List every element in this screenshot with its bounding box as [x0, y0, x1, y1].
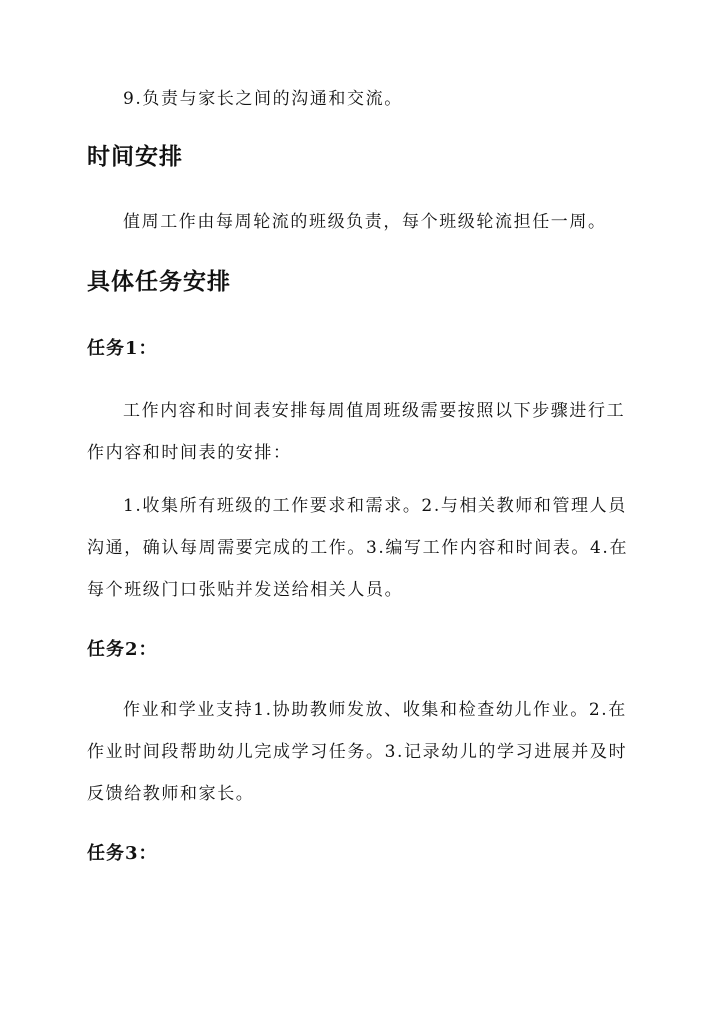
tasks-heading: 具体任务安排 [87, 268, 231, 295]
task2-heading: 任务2： [87, 639, 158, 660]
task3-heading: 任务3： [87, 843, 158, 864]
item-9-text: 9.负责与家长之间的沟通和交流。 [123, 89, 403, 109]
task1-steps: 1.收集所有班级的工作要求和需求。2.与相关教师和管理人员沟通，确认每周需要完成的工作。3.编写工作内容和时间表。4.在每个班级门口张贴并发送给相关人员。 [87, 496, 629, 600]
schedule-heading: 时间安排 [87, 143, 183, 170]
task1-heading: 任务1： [87, 338, 158, 359]
task1-intro: 工作内容和时间表安排每周值周班级需要按照以下步骤进行工作内容和时间表的安排： [87, 401, 626, 463]
task2-text: 作业和学业支持1.协助教师发放、收集和检查幼儿作业。2.在作业时间段帮助幼儿完成学习任务。3.记录幼儿的学习进展并及时反馈给教师和家长。 [87, 700, 628, 804]
schedule-text: 值周工作由每周轮流的班级负责，每个班级轮流担任一周。 [123, 212, 607, 232]
